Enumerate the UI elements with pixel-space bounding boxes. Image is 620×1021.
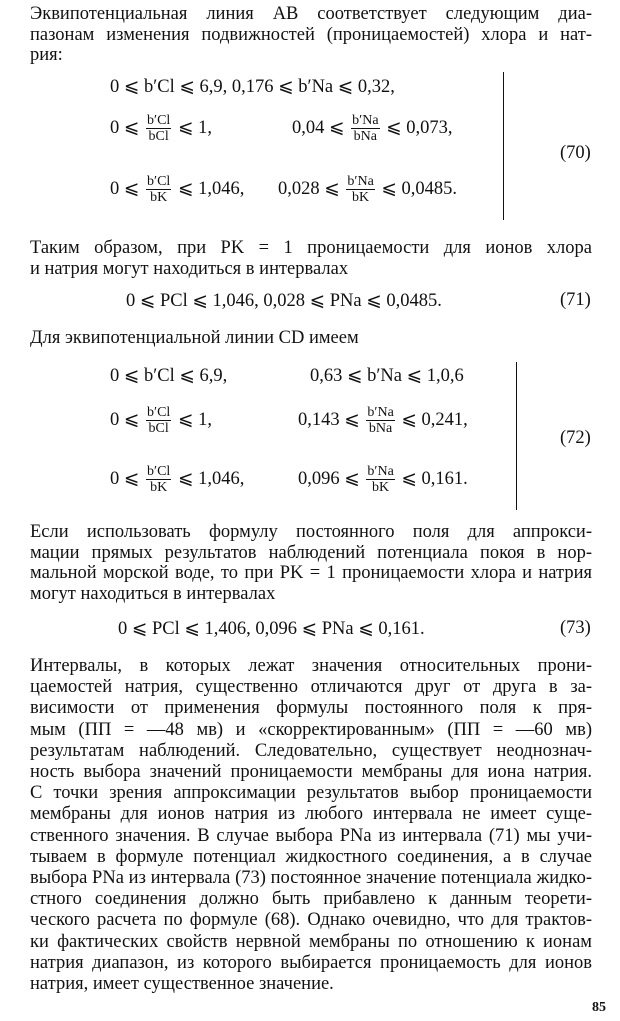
text-line: ственного значения. В случае выбора PNa из интервала (71) мы учи- bbox=[30, 825, 592, 846]
eq72-row3-right: 0,096 ⩽ $\frac{b'Na}{bK}$ ⩽ 0,161. bbox=[298, 464, 468, 495]
eq72-row1-right: 0,63 ⩽ b′Na ⩽ 1,0,6 bbox=[310, 366, 464, 386]
text-line: и натрия могут находиться в интервалах bbox=[30, 258, 349, 279]
brace-70 bbox=[497, 72, 504, 220]
text-line: мации прямых результатов наблюдений потенциала покоя в нор- bbox=[30, 542, 592, 563]
eq73: 0 ⩽ PCl ⩽ 1,406, 0,096 ⩽ PNa ⩽ 0,161. bbox=[118, 619, 425, 639]
eq73-number: (73) bbox=[560, 618, 591, 638]
fraction: $\frac{b'Na}{bK}$ bbox=[347, 174, 374, 205]
text-line: мальной морской воде, то при PK = 1 проницаемости хлора и натрия bbox=[30, 563, 592, 583]
eq72-row1-left: 0 ⩽ b′Cl ⩽ 6,9, bbox=[110, 366, 228, 386]
page-number: 85 bbox=[592, 1000, 606, 1015]
eq71-number: (71) bbox=[560, 290, 591, 310]
fraction: $\frac{b'Na}{bK}$ bbox=[367, 464, 394, 495]
eq70-row2-left: 0 ⩽ $\frac{b'Cl}{\text{bCl}}$ ⩽ 1, bbox=[110, 113, 212, 144]
fraction: $\frac{b'Na}{\text{bNa}}$ bbox=[352, 113, 379, 144]
fraction: $\frac{b'Cl}{\text{bCl}}$ bbox=[147, 405, 171, 436]
text-line: Если использовать формулу постоянного поля для аппрокси- bbox=[30, 522, 592, 542]
eq71: 0 ⩽ PCl ⩽ 1,046, 0,028 ⩽ PNa ⩽ 0,0485. bbox=[126, 291, 442, 311]
text-line: ность выбора значений проницаемости мембраны для иона натрия. bbox=[30, 762, 592, 783]
text-line: Для эквипотенциальной линии CD имеем bbox=[30, 328, 359, 348]
text-line: Таким образом, при PK = 1 проницаемости для ионов хлора bbox=[30, 238, 592, 258]
eq72-row2-left: 0 ⩽ $\frac{b'Cl}{\text{bCl}}$ ⩽ 1, bbox=[110, 405, 212, 436]
text-line: тываем в формуле потенциал жидкостного соединения, а в случае bbox=[30, 846, 592, 867]
text-line: мембраны для ионов натрия из любого интервала не имеет суще- bbox=[30, 804, 592, 825]
eq70-row3-left: 0 ⩽ $\frac{b'Cl}{bK}$ ⩽ 1,046, bbox=[110, 174, 245, 205]
eq72-number: (72) bbox=[560, 428, 591, 448]
text-line: ческого расчета по формуле (68). Однако очевидно, что для трактов- bbox=[30, 910, 592, 931]
fraction: $\frac{b'Cl}{bK}$ bbox=[147, 464, 171, 495]
text-line: висимости от применения формулы постоянного поля к пря- bbox=[30, 698, 592, 719]
text-line: результатам наблюдений. Следовательно, существует неоднознач- bbox=[30, 740, 592, 761]
eq70-row1: 0 ⩽ b′Cl ⩽ 6,9, 0,176 ⩽ b′Na ⩽ 0,32, bbox=[110, 77, 395, 97]
paragraph-3 bbox=[30, 328, 592, 349]
text-line: рия: bbox=[30, 45, 63, 65]
fraction: $\frac{b'Na}{\text{bNa}}$ bbox=[367, 405, 394, 436]
paragraph-4 bbox=[30, 522, 592, 604]
text-line: мым (ПП = —48 мв) и «скорректированным» (ПП = —60 мв) bbox=[30, 719, 592, 740]
text-line: натрия диапазон, из которого выбирается проницаемость для ионов bbox=[30, 952, 592, 973]
text-line: выбора PNa из интервала (73) постоянное значение потенциала жидко- bbox=[30, 868, 592, 889]
fraction: $\frac{b'Cl}{bK}$ bbox=[147, 174, 171, 205]
eq70-row3-right: 0,028 ⩽ $\frac{b'Na}{bK}$ ⩽ 0,0485. bbox=[278, 174, 458, 205]
eq70-row2-right: 0,04 ⩽ $\frac{b'Na}{\text{bNa}}$ ⩽ 0,073, bbox=[292, 113, 453, 144]
text-line: натрия, имеет существенное значение. bbox=[30, 974, 334, 995]
intro-paragraph bbox=[30, 4, 592, 66]
text-line: Интервалы, в которых лежат значения относительных прони- bbox=[30, 656, 592, 676]
eq72-row3-left: 0 ⩽ $\frac{b'Cl}{bK}$ ⩽ 1,046, bbox=[110, 464, 245, 495]
text-line: стного соединения должно быть прибавлено к данным теорети- bbox=[30, 889, 592, 910]
text-line: Эквипотенциальная линия AB соответствует следующим диа- bbox=[30, 4, 592, 24]
fraction: $\frac{b'Cl}{\text{bCl}}$ bbox=[147, 113, 171, 144]
paragraph-5 bbox=[30, 656, 592, 995]
paragraph-2 bbox=[30, 238, 592, 279]
brace-72 bbox=[510, 362, 517, 510]
text-line: ки фактических свойств нервной мембраны по отношению к ионам bbox=[30, 931, 592, 952]
text-line: могут находиться в интервалах bbox=[30, 583, 276, 604]
text-line: С точки зрения аппроксимации результатов выбор проницаемости bbox=[30, 783, 592, 804]
text-line: пазонам изменения подвижностей (проницаемостей) хлора и нат- bbox=[30, 24, 592, 45]
eq70-number: (70) bbox=[560, 143, 591, 163]
text-line: цаемостей натрия, существенно отличаются друг от друга в за- bbox=[30, 677, 592, 698]
eq72-row2-right: 0,143 ⩽ $\frac{b'Na}{\text{bNa}}$ ⩽ 0,241, bbox=[298, 405, 468, 436]
